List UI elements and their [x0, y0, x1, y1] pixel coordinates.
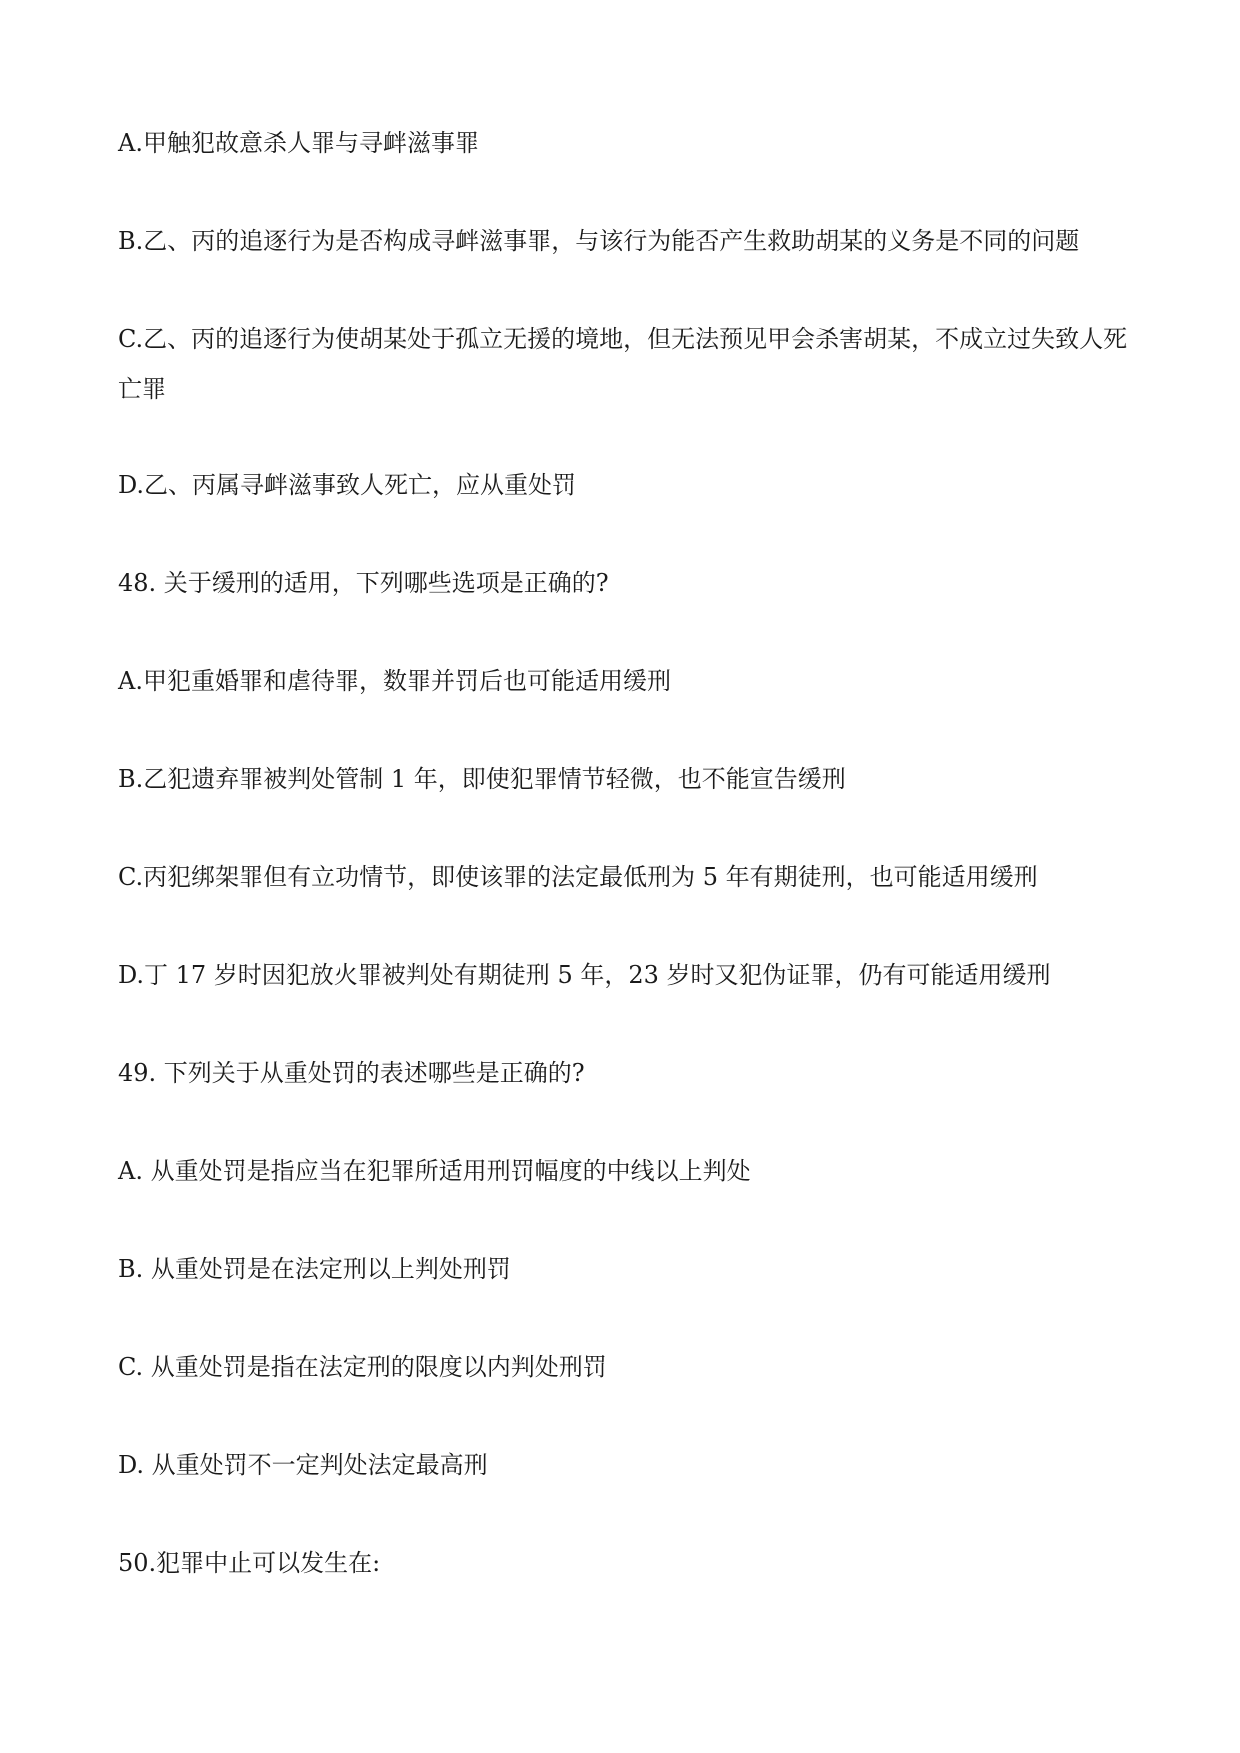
q47-option-b: B.乙、丙的追逐行为是否构成寻衅滋事罪，与该行为能否产生救助胡某的义务是不同的问题	[118, 227, 1080, 255]
q47-option-a: A.甲触犯故意杀人罪与寻衅滋事罪	[118, 129, 479, 157]
q48-option-b: B.乙犯遗弃罪被判处管制 1 年，即使犯罪情节轻微，也不能宣告缓刑	[118, 765, 846, 793]
q49-question: 49. 下列关于从重处罚的表述哪些是正确的?	[118, 1059, 585, 1087]
q49-option-c: C. 从重处罚是指在法定刑的限度以内判处刑罚	[118, 1353, 607, 1381]
q50-question: 50.犯罪中止可以发生在:	[118, 1549, 381, 1577]
q49-option-a: A. 从重处罚是指应当在犯罪所适用刑罚幅度的中线以上判处	[118, 1157, 751, 1185]
q49-option-b: B. 从重处罚是在法定刑以上判处刑罚	[118, 1255, 511, 1283]
q48-option-a: A.甲犯重婚罪和虐待罪，数罪并罚后也可能适用缓刑	[118, 667, 671, 695]
q48-option-d: D.丁 17 岁时因犯放火罪被判处有期徒刑 5 年，23 岁时又犯伪证罪，仍有可能适用缓刑	[118, 961, 1051, 989]
q49-option-d: D. 从重处罚不一定判处法定最高刑	[118, 1451, 488, 1479]
q48-option-c: C.丙犯绑架罪但有立功情节，即使该罪的法定最低刑为 5 年有期徒刑，也可能适用缓刑	[118, 863, 1038, 891]
q47-option-c: C.乙、丙的追逐行为使胡某处于孤立无援的境地，但无法预见甲会杀害胡某，不成立过失致人死亡罪	[118, 325, 1128, 403]
q47-option-d: D.乙、丙属寻衅滋事致人死亡，应从重处罚	[118, 471, 577, 499]
q48-question: 48. 关于缓刑的适用，下列哪些选项是正确的?	[118, 569, 609, 597]
